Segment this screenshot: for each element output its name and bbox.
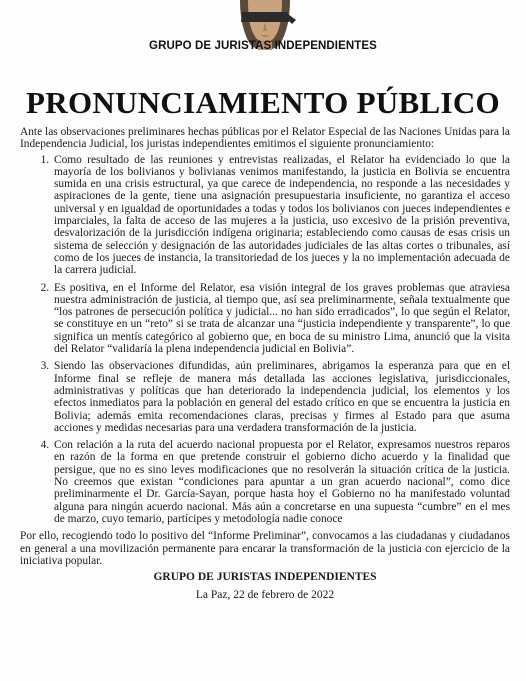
signature: GRUPO DE JURISTAS INDEPENDIENTES xyxy=(153,571,377,584)
list-item: 4. Con relación a la ruta del acuerdo nacional propuesta por el Relator, expresamos nuestros reparos en razón de la forma en que pretende construir el gobierno dicho acuerdo y la finalidad que persigue, que no es sino leves modificaciones que no resolverán la situación crítica de la justicia. No creemos que existan “condiciones para apuntar a un gran acuerdo nacional”, como dice preliminarmente el Dr. García-Sayan, porque hasta hoy el Gobierno no ha manifestado voluntad alguna para ningún acuerdo nacional. Más aún a concretarse en una supuesta “cumbre” en el mes de marzo, cuyo temario, partícipes y metodología nadie conoce xyxy=(52,439,510,525)
document-body xyxy=(20,126,510,602)
points-list xyxy=(20,154,510,526)
page-title: PRONUNCIAMIENTO PÚBLICO xyxy=(26,85,500,120)
closing-paragraph: Por ello, recogiendo todo lo positivo del “Informe Preliminar”, convocamos a las ciudadanas y ciudadanos en general a una movilización permanente para encarar la transformación de la justicia con ejercicio de la iniciativa popular. xyxy=(20,530,510,567)
intro-paragraph: Ante las observaciones preliminares hechas públicas por el Relator Especial de las Naciones Unidas para la Independencia Judicial, los juristas independientes emitimos el siguiente pronunciamiento: xyxy=(20,126,510,151)
list-item: 1. Como resultado de las reuniones y entrevistas realizadas, el Relator ha evidenciado lo que la mayoría de los bolivianos y bolivianas venimos manifestando, la justicia en Bolivia se encuentra sumida en una crisis estructural, ya que carece de independencia, no responde a las necesidades y aspiraciones de la gente, tiene una asignación presupuestaria insuficiente, no garantiza el acceso universal y en igualdad de oportunidades a todas y todos los bolivianos con jueces independientes e imparciales, la falta de acceso de las mujeres a la justicia, uso excesivo de la prisión preventiva, desvalorización de la jurisdicción indígena originaria; estableciendo como causas de esas crisis un sistema de selección y designación de las autoridades judiciales de las altas cortes o tribunales, así como de los jueces de instancia, la transitoriedad de los jueces y la no implementación adecuada de la carrera judicial. xyxy=(52,154,510,277)
organization-header: GRUPO DE JURISTAS INDEPENDIENTES xyxy=(149,40,377,52)
list-item: 2. Es positiva, en el Informe del Relator, esa visión integral de los graves problemas que atraviesa nuestra administración de justicia, al tiempo que, así sea preliminarmente, señala textualmente que “los patrones de persecución política y judicial... no han sido erradicados”, lo que según el Relator, se constituye en un “reto” si se trata de alcanzar una “justicia independiente y transparente”, lo que significa un mentís categórico al gobierno que, en boca de su ministro Lima, anunció que la visita del Relator “validaría la plena independencia judicial en Bolivia”. xyxy=(52,282,510,356)
place-date: La Paz, 22 de febrero de 2022 xyxy=(195,589,335,602)
list-item: 3. Siendo las observaciones difundidas, aún preliminares, abrigamos la esperanza para que en el Informe final se refleje de manera más detallada las acciones legislativa, jurisdiccionales, administrativas y políticas que han deteriorado la independencia judicial, los elementos y los efectos inmediatos para la población en general del estado crítico en que se encuentra la justicia en Bolivia; además emita recomendaciones claras, precisas y firmes al Estado para que asuma acciones y medidas necesarias para una verdadera transformación de la justicia. xyxy=(52,360,510,434)
